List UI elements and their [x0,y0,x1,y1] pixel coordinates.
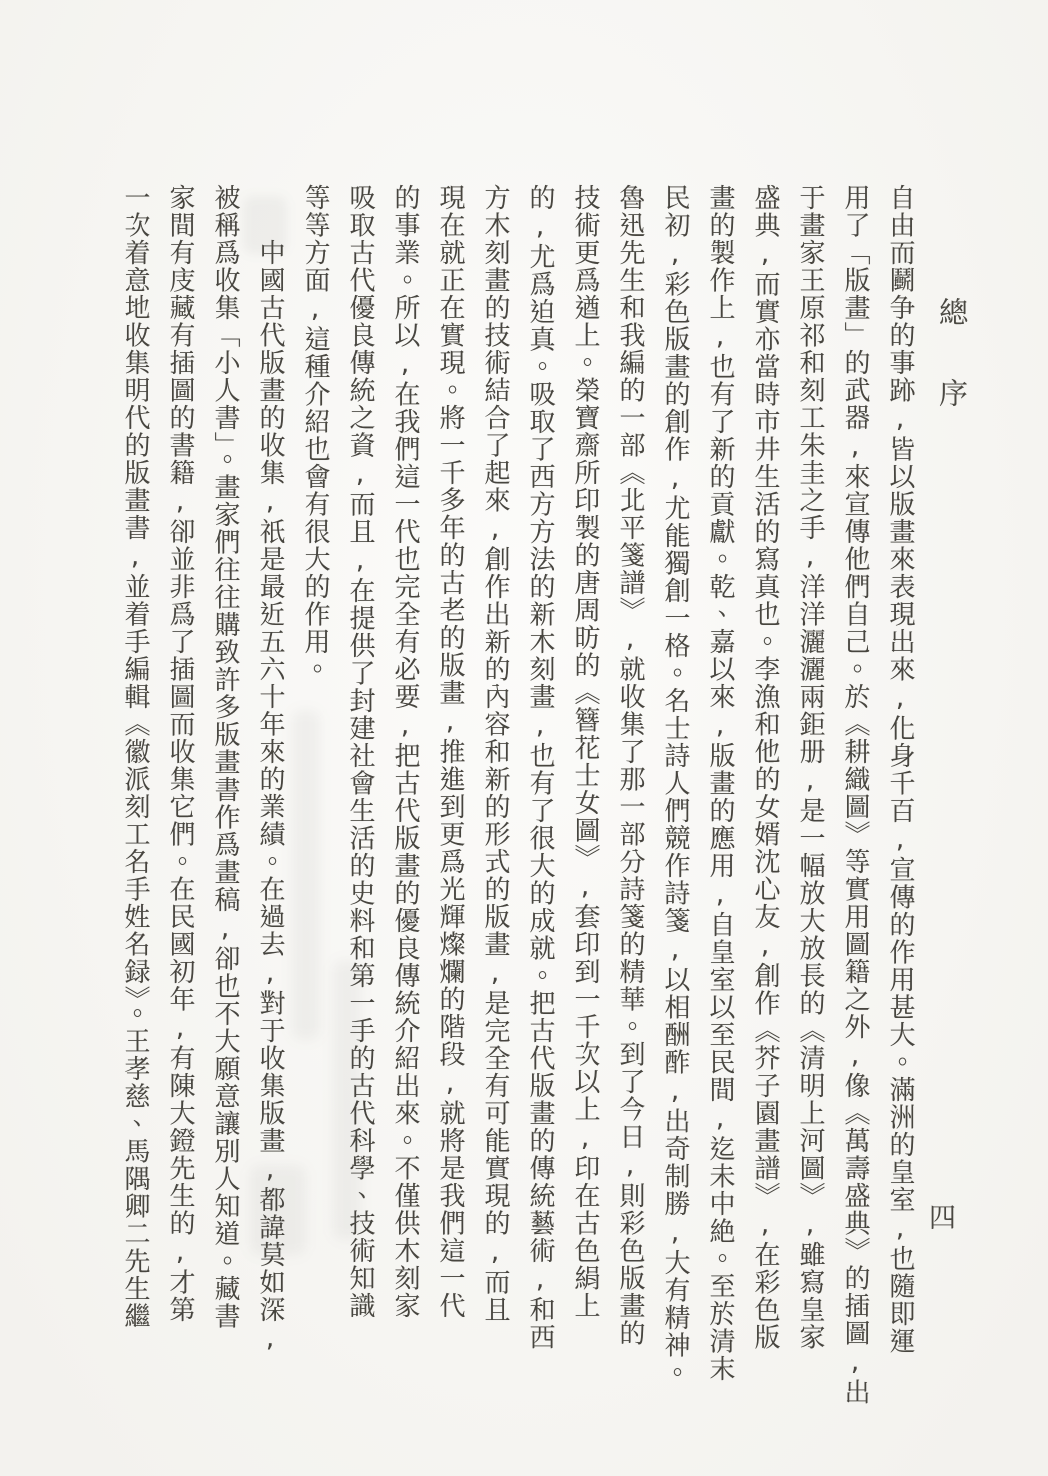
text-column-13: 吸取古代優良傳統之資,而且,在提供了封建社會生活的史料和第一手的古代科學、技術知識 [345,184,375,1320]
text-column-6: 民初,彩色版畫的創作,尤能獨創一格。名士詩人們競作詩箋,以相酬酢,出奇制勝,大有精神。 [660,184,690,1387]
text-column-17: 家間有庋藏有插圖的書籍,卻並非爲了插圖而收集它們。在民國初年,有陳大鐙先生的,才第 [165,184,195,1324]
text-column-12: 的事業。所以,在我們這一代也完全有必要,把古代版畫的優良傳統介紹出來。不僅供木刻家 [390,184,420,1320]
text-column-11: 現在就正在實現。將一千多年的古老的版畫,推進到更爲光輝燦爛的階段,就將是我們這一代 [435,184,465,1320]
text-column-7: 魯迅先生和我編的一部《北平箋譜》,就收集了那一部分詩箋的精華。到了今日,則彩色版畫的 [615,184,645,1347]
text-column-16: 被稱爲收集「小人書」。畫家們往往購致許多版畫書作爲畫稿,卻也不大願意讓別人知道。藏書 [210,184,240,1330]
text-column-3: 于畫家王原祁和刻工朱圭之手,洋洋灑灑兩鉅册,是一幅放大放長的《清明上河圖》,雖寫皇家 [795,184,825,1351]
text-column-2: 用了「版畫」的武器,來宣傳他們自己。於《耕織圖》等實用圖籍之外,像《萬壽盛典》的插圖,出 [840,184,870,1406]
page-number: 四 [924,1203,955,1230]
text-column-18: 一次着意地收集明代的版畫書,並着手編輯《徽派刻工名手姓名録》。王孝慈、馬隅卿二先生繼 [120,184,150,1330]
text-column-15: 中國古代版畫的收集,祇是最近五六十年來的業績。在過去,對于收集版畫,都諱莫如深, [255,239,285,1355]
text-column-5: 畫的製作上,也有了新的貢獻。乾、嘉以來,版畫的應用,自皇室以至民間,迄未中絶。至於清末 [705,184,735,1383]
page-header-title: 總序 [935,297,969,459]
text-column-1: 自由而鬬争的事跡,皆以版畫來表現出來,化身千百,宣傳的作用甚大。滿洲的皇室,也隨即運 [885,184,915,1355]
text-column-8: 技術更爲遒上。榮寶齋所印製的唐周昉的《簪花士女圖》,套印到一千次以上,印在古色絹上 [570,184,600,1320]
text-column-14: 等等方面,這種介紹也會有很大的作用。 [300,184,330,683]
text-column-9: 的,尤爲迫真。吸取了西方方法的新木刻畫,也有了很大的成就。把古代版畫的傳統藝術,和西 [525,184,555,1351]
text-block [108,184,922,1406]
text-column-10: 方木刻畫的技術結合了起來,創作出新的內容和新的形式的版畫,是完全有可能實現的,而且 [480,184,510,1324]
text-column-4: 盛典,而實亦當時市井生活的寫真也。李漁和他的女婿沈心友,創作《芥子園畫譜》,在彩色版 [750,184,780,1351]
